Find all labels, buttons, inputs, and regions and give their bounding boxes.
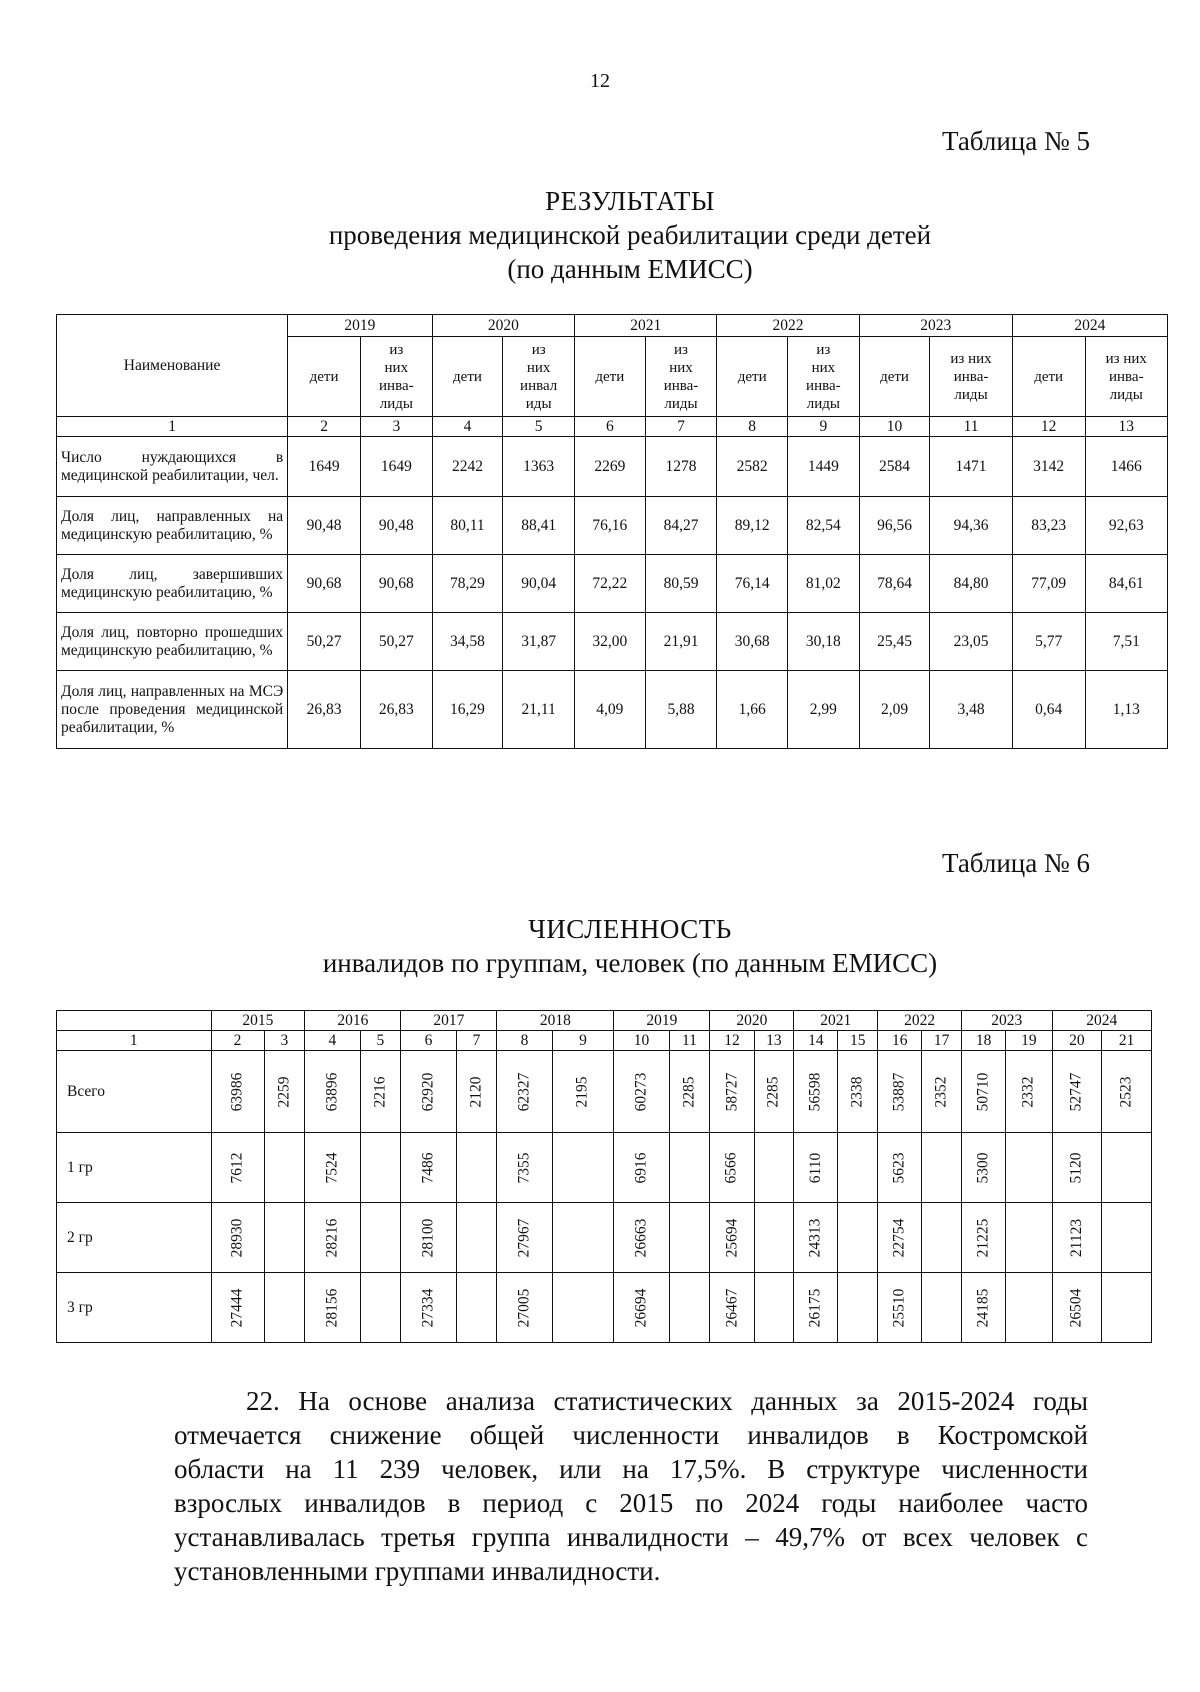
t5-value: 1,13 — [1085, 671, 1167, 749]
t6-column-number: 5 — [360, 1031, 401, 1051]
t5-value: 82,54 — [788, 497, 860, 555]
t6-year-header: 2024 — [1052, 1011, 1152, 1031]
t5-subheader-children: дети — [1012, 337, 1085, 417]
t5-column-number: 9 — [788, 417, 860, 437]
t6-value: 2120 — [467, 1076, 485, 1107]
t6-value-cell — [1052, 1051, 1102, 1133]
t5-value: 90,48 — [360, 497, 432, 555]
t6-value-cell — [838, 1133, 878, 1203]
t6-value-cell — [922, 1203, 962, 1273]
t6-value-cell — [456, 1273, 497, 1343]
t6-value-cell — [264, 1203, 305, 1273]
t6-value-cell — [211, 1133, 264, 1203]
t5-value: 84,61 — [1085, 555, 1167, 613]
t5-name-header: Наименование — [57, 315, 288, 417]
t5-value: 84,27 — [645, 497, 717, 555]
t6-value-cell — [305, 1051, 360, 1133]
t6-value-cell — [1102, 1133, 1152, 1203]
t6-column-number: 3 — [264, 1031, 305, 1051]
paragraph-line: отмечается снижение общей численности инвалидов в Костромской — [174, 1420, 1088, 1450]
t6-value: 28156 — [323, 1288, 341, 1327]
t6-value-cell — [456, 1051, 497, 1133]
t6-value-cell — [552, 1133, 614, 1203]
t5-data-row — [57, 555, 1168, 613]
t6-value-cell — [962, 1203, 1006, 1273]
t5-value: 76,16 — [575, 497, 646, 555]
t6-value-cell — [305, 1133, 360, 1203]
t6-value-cell — [401, 1273, 456, 1343]
t6-value: 26467 — [722, 1288, 740, 1327]
t6-column-number: 6 — [401, 1031, 456, 1051]
t6-value: 27005 — [515, 1288, 533, 1327]
t6-value-cell — [922, 1273, 962, 1343]
t6-year-header: 2023 — [962, 1011, 1053, 1031]
t6-value-cell — [794, 1133, 838, 1203]
t5-value: 90,48 — [288, 497, 361, 555]
table5 — [56, 314, 1168, 749]
t6-value: 6566 — [722, 1152, 740, 1183]
t5-year-row — [57, 315, 1168, 337]
t6-value: 26504 — [1067, 1288, 1085, 1327]
t5-year-header: 2022 — [717, 315, 859, 337]
t6-value: 2216 — [371, 1076, 389, 1107]
t5-value: 78,64 — [859, 555, 930, 613]
t6-colnum-row — [57, 1031, 1152, 1051]
t6-value: 26175 — [806, 1288, 824, 1327]
t6-value: 25694 — [722, 1218, 740, 1257]
t6-value-cell — [211, 1203, 264, 1273]
t5-value: 1363 — [503, 437, 575, 497]
t6-value-cell — [794, 1273, 838, 1343]
t6-column-number: 8 — [497, 1031, 552, 1051]
t6-value-cell — [552, 1051, 614, 1133]
t6-value: 52747 — [1067, 1072, 1085, 1111]
t6-value-cell — [1006, 1051, 1052, 1133]
t6-column-number: 19 — [1006, 1031, 1052, 1051]
t5-column-number: 13 — [1085, 417, 1167, 437]
t6-value: 2259 — [275, 1076, 293, 1107]
t5-value: 30,18 — [788, 613, 860, 671]
t5-value: 1278 — [645, 437, 717, 497]
t6-value-cell — [552, 1203, 614, 1273]
t6-year-header: 2019 — [614, 1011, 710, 1031]
t6-value-cell — [962, 1273, 1006, 1343]
paragraph-line: установленными группами инвалидности. — [174, 1556, 661, 1586]
t6-value: 27334 — [419, 1288, 437, 1327]
t6-column-number: 15 — [838, 1031, 878, 1051]
t6-value: 2195 — [573, 1076, 591, 1107]
t6-value-cell — [360, 1273, 401, 1343]
t6-value: 5623 — [890, 1152, 908, 1183]
t5-value: 30,68 — [717, 613, 788, 671]
t5-value: 26,83 — [360, 671, 432, 749]
t6-value-cell — [456, 1203, 497, 1273]
t6-value-cell — [922, 1133, 962, 1203]
t6-value-cell — [1006, 1273, 1052, 1343]
t6-value-cell — [264, 1051, 305, 1133]
t5-data-row — [57, 671, 1168, 749]
t6-value: 5120 — [1067, 1152, 1085, 1183]
t5-value: 90,68 — [360, 555, 432, 613]
t6-value: 28100 — [419, 1218, 437, 1257]
t5-value: 2,09 — [859, 671, 930, 749]
t6-value-cell — [552, 1273, 614, 1343]
t6-value: 27967 — [515, 1218, 533, 1257]
t6-value-cell — [360, 1051, 401, 1133]
t5-subheader-children: дети — [717, 337, 788, 417]
t6-value: 5300 — [974, 1152, 992, 1183]
t5-subheader-disabled: из них инва- лиды — [360, 337, 432, 417]
t6-corner-cell — [57, 1011, 212, 1031]
t5-year-header: 2021 — [575, 315, 717, 337]
t6-data-row — [57, 1203, 1152, 1273]
t6-year-header: 2017 — [401, 1011, 497, 1031]
t6-value-cell — [401, 1133, 456, 1203]
table5-title — [0, 184, 1200, 286]
t6-value-cell — [878, 1203, 922, 1273]
t6-value: 28930 — [228, 1218, 246, 1257]
t6-value: 2523 — [1117, 1076, 1135, 1107]
t5-row-name: Доля лиц, повторно прошедших медицинскую реабилитацию, % — [57, 613, 288, 671]
t6-column-number: 18 — [962, 1031, 1006, 1051]
t6-value-cell — [1102, 1203, 1152, 1273]
table5-title-main: РЕЗУЛЬТАТЫ — [545, 186, 715, 216]
t6-value-cell — [878, 1273, 922, 1343]
t5-subheader-disabled: из них инва- лиды — [788, 337, 860, 417]
t5-value: 90,04 — [503, 555, 575, 613]
paragraph-line: 22. На основе анализа статистических данных за 2015-2024 годы — [246, 1386, 1088, 1416]
t5-column-number: 8 — [717, 417, 788, 437]
t5-value: 1,66 — [717, 671, 788, 749]
t6-value: 21123 — [1067, 1218, 1085, 1257]
t6-value: 27444 — [228, 1288, 246, 1327]
t6-value: 7524 — [323, 1152, 341, 1183]
t5-year-header: 2020 — [432, 315, 574, 337]
t6-value: 2285 — [764, 1076, 782, 1107]
t6-value: 21225 — [974, 1218, 992, 1257]
t5-value: 80,11 — [432, 497, 503, 555]
t6-value: 24185 — [974, 1288, 992, 1327]
table5-subtitle-line2: (по данным ЕМИСС) — [507, 254, 753, 284]
t5-row-name: Доля лиц, направленных на МСЭ после проведения медицинской реабилитации, % — [57, 671, 288, 749]
t6-value: 63896 — [323, 1072, 341, 1111]
paragraph-22 — [174, 1384, 1088, 1588]
t6-value-cell — [497, 1203, 552, 1273]
t6-value: 53887 — [890, 1072, 908, 1111]
t6-value-cell — [1102, 1273, 1152, 1343]
t6-value: 2332 — [1019, 1076, 1037, 1107]
t6-year-row — [57, 1011, 1152, 1031]
t6-data-row — [57, 1051, 1152, 1133]
t5-value: 21,91 — [645, 613, 717, 671]
t5-value: 5,88 — [645, 671, 717, 749]
t6-value-cell — [710, 1133, 754, 1203]
t6-value: 2285 — [680, 1076, 698, 1107]
t5-value: 16,29 — [432, 671, 503, 749]
t6-value-cell — [264, 1133, 305, 1203]
t5-column-number: 5 — [503, 417, 575, 437]
t6-column-number: 16 — [878, 1031, 922, 1051]
t5-value: 32,00 — [575, 613, 646, 671]
t6-value-cell — [497, 1273, 552, 1343]
t6-year-header: 2021 — [794, 1011, 878, 1031]
t5-value: 83,23 — [1012, 497, 1085, 555]
t6-value: 56598 — [806, 1072, 824, 1111]
t6-value-cell — [669, 1051, 710, 1133]
t5-value: 81,02 — [788, 555, 860, 613]
t5-value: 88,41 — [503, 497, 575, 555]
t6-value-cell — [614, 1203, 669, 1273]
t6-column-number: 1 — [57, 1031, 212, 1051]
paragraph-line: устанавливалась третья группа инвалидности – 49,7% от всех человек с — [174, 1522, 1088, 1552]
t6-value-cell — [211, 1051, 264, 1133]
t5-subheader-disabled: из них инвал иды — [503, 337, 575, 417]
t5-value: 1449 — [788, 437, 860, 497]
t6-value-cell — [669, 1273, 710, 1343]
t6-value-cell — [305, 1273, 360, 1343]
t5-value: 2242 — [432, 437, 503, 497]
t6-value: 50710 — [974, 1072, 992, 1111]
t6-value-cell — [264, 1273, 305, 1343]
t6-value: 6916 — [632, 1152, 650, 1183]
t6-column-number: 2 — [211, 1031, 264, 1051]
t5-value: 25,45 — [859, 613, 930, 671]
t5-value: 72,22 — [575, 555, 646, 613]
t6-value: 26663 — [632, 1218, 650, 1257]
t5-value: 2269 — [575, 437, 646, 497]
t5-value: 77,09 — [1012, 555, 1085, 613]
t5-subheader-children: дети — [288, 337, 361, 417]
t5-subheader-children: дети — [575, 337, 646, 417]
t5-value: 89,12 — [717, 497, 788, 555]
paragraph-line: области на 11 239 человек, или на 17,5%. В структуре численности — [174, 1454, 1088, 1484]
t6-value-cell — [669, 1203, 710, 1273]
t5-data-row — [57, 497, 1168, 555]
table5-label: Таблица № 5 — [942, 126, 1090, 156]
t5-column-number: 11 — [930, 417, 1012, 437]
t6-year-header: 2018 — [497, 1011, 614, 1031]
t5-row-name: Доля лиц, направленных на медицинскую реабилитацию, % — [57, 497, 288, 555]
t6-value-cell — [614, 1051, 669, 1133]
t5-value: 1471 — [930, 437, 1012, 497]
t5-column-number: 6 — [575, 417, 646, 437]
t6-column-number: 14 — [794, 1031, 838, 1051]
t5-value: 2582 — [717, 437, 788, 497]
t6-column-number: 21 — [1102, 1031, 1152, 1051]
t6-value-cell — [614, 1273, 669, 1343]
t5-value: 21,11 — [503, 671, 575, 749]
t6-value-cell — [1102, 1051, 1152, 1133]
t6-column-number: 17 — [922, 1031, 962, 1051]
t5-column-number: 1 — [57, 417, 288, 437]
t6-value: 62327 — [515, 1072, 533, 1111]
t6-value: 25510 — [890, 1288, 908, 1327]
t5-column-number: 10 — [859, 417, 930, 437]
t6-value-cell — [794, 1203, 838, 1273]
t6-value-cell — [962, 1051, 1006, 1133]
t6-value-cell — [878, 1051, 922, 1133]
t6-value-cell — [922, 1051, 962, 1133]
t6-value-cell — [360, 1133, 401, 1203]
t5-row-name: Доля лиц, завершивших медицинскую реабилитацию, % — [57, 555, 288, 613]
t5-value: 7,51 — [1085, 613, 1167, 671]
t5-row-name: Число нуждающихся в медицинской реабилитации, чел. — [57, 437, 288, 497]
t6-row-name: Всего — [57, 1051, 212, 1133]
t6-value-cell — [878, 1133, 922, 1203]
t5-value: 1466 — [1085, 437, 1167, 497]
table6-title — [0, 912, 1200, 980]
t6-value-cell — [497, 1051, 552, 1133]
t6-value-cell — [754, 1133, 794, 1203]
t5-column-number: 3 — [360, 417, 432, 437]
t6-value-cell — [305, 1203, 360, 1273]
t5-value: 31,87 — [503, 613, 575, 671]
t5-subheader-children: дети — [859, 337, 930, 417]
t6-column-number: 7 — [456, 1031, 497, 1051]
t6-column-number: 12 — [710, 1031, 754, 1051]
t6-row-name: 2 гр — [57, 1203, 212, 1273]
t5-value: 96,56 — [859, 497, 930, 555]
t6-value-cell — [1006, 1133, 1052, 1203]
t6-column-number: 13 — [754, 1031, 794, 1051]
t6-value-cell — [838, 1051, 878, 1133]
t5-year-header: 2019 — [288, 315, 432, 337]
t5-value: 1649 — [288, 437, 361, 497]
t6-year-header: 2020 — [710, 1011, 794, 1031]
t5-year-header: 2023 — [859, 315, 1012, 337]
t5-value: 90,68 — [288, 555, 361, 613]
t6-data-row — [57, 1273, 1152, 1343]
t5-data-row — [57, 437, 1168, 497]
t6-value: 62920 — [419, 1072, 437, 1111]
t5-column-number: 4 — [432, 417, 503, 437]
t6-value: 22754 — [890, 1218, 908, 1257]
table6-label: Таблица № 6 — [942, 848, 1090, 878]
t6-data-row — [57, 1133, 1152, 1203]
t6-year-header: 2022 — [878, 1011, 962, 1031]
t6-value: 26694 — [632, 1288, 650, 1327]
table6-subtitle: инвалидов по группам, человек (по данным ЕМИСС) — [322, 948, 938, 978]
t6-value-cell — [497, 1133, 552, 1203]
t6-value-cell — [1052, 1133, 1102, 1203]
t5-subheader-disabled: из них инва- лиды — [645, 337, 717, 417]
t6-value: 7355 — [515, 1152, 533, 1183]
page-number: 12 — [590, 70, 610, 92]
t5-value: 78,29 — [432, 555, 503, 613]
t5-value: 0,64 — [1012, 671, 1085, 749]
t5-year-header: 2024 — [1012, 315, 1167, 337]
t5-value: 50,27 — [360, 613, 432, 671]
t6-column-number: 11 — [669, 1031, 710, 1051]
t6-value-cell — [401, 1051, 456, 1133]
table6 — [56, 1010, 1152, 1343]
t5-column-number: 12 — [1012, 417, 1085, 437]
t6-value-cell — [838, 1273, 878, 1343]
t5-value: 76,14 — [717, 555, 788, 613]
t5-subheader-children: дети — [432, 337, 503, 417]
t6-value-cell — [669, 1133, 710, 1203]
t6-value-cell — [794, 1051, 838, 1133]
t6-year-header: 2016 — [305, 1011, 401, 1031]
t6-value: 28216 — [323, 1218, 341, 1257]
t6-value: 58727 — [722, 1072, 740, 1111]
t6-value-cell — [754, 1203, 794, 1273]
t5-value: 3,48 — [930, 671, 1012, 749]
t6-value-cell — [456, 1133, 497, 1203]
t5-subheader-disabled: из них инва- лиды — [930, 337, 1012, 417]
t5-value: 50,27 — [288, 613, 361, 671]
t6-value-cell — [1006, 1203, 1052, 1273]
t5-value: 5,77 — [1012, 613, 1085, 671]
t6-value-cell — [1052, 1273, 1102, 1343]
t5-colnum-row — [57, 417, 1168, 437]
t5-value: 1649 — [360, 437, 432, 497]
t6-value: 7612 — [228, 1152, 246, 1183]
t6-row-name: 1 гр — [57, 1133, 212, 1203]
t5-value: 94,36 — [930, 497, 1012, 555]
table5-subtitle-line1: проведения медицинской реабилитации среди детей — [328, 220, 932, 250]
t6-value: 2338 — [848, 1076, 866, 1107]
t5-value: 3142 — [1012, 437, 1085, 497]
t5-value: 84,80 — [930, 555, 1012, 613]
paragraph-line: взрослых инвалидов в период с 2015 по 2024 годы наиболее часто — [174, 1488, 1088, 1518]
t6-value-cell — [211, 1273, 264, 1343]
t6-value-cell — [401, 1203, 456, 1273]
t6-value: 24313 — [806, 1218, 824, 1257]
t6-value-cell — [614, 1133, 669, 1203]
t6-value-cell — [360, 1203, 401, 1273]
t6-value-cell — [754, 1273, 794, 1343]
t5-value: 2,99 — [788, 671, 860, 749]
t6-value-cell — [962, 1133, 1006, 1203]
t6-value-cell — [710, 1203, 754, 1273]
t5-value: 34,58 — [432, 613, 503, 671]
t6-value: 60273 — [632, 1072, 650, 1111]
t5-data-row — [57, 613, 1168, 671]
t6-value: 63986 — [228, 1072, 246, 1111]
t6-value-cell — [1052, 1203, 1102, 1273]
t5-value: 26,83 — [288, 671, 361, 749]
t6-year-header: 2015 — [211, 1011, 305, 1031]
t6-value: 2352 — [932, 1076, 950, 1107]
t5-value: 2584 — [859, 437, 930, 497]
t6-value: 7486 — [419, 1152, 437, 1183]
table6-title-main: ЧИСЛЕННОСТЬ — [528, 914, 732, 944]
t6-column-number: 10 — [614, 1031, 669, 1051]
t6-column-number: 4 — [305, 1031, 360, 1051]
t6-value: 6110 — [806, 1152, 824, 1183]
t6-column-number: 9 — [552, 1031, 614, 1051]
t5-value: 4,09 — [575, 671, 646, 749]
t6-value-cell — [754, 1051, 794, 1133]
t5-column-number: 7 — [645, 417, 717, 437]
t6-column-number: 20 — [1052, 1031, 1102, 1051]
t5-column-number: 2 — [288, 417, 361, 437]
t6-value-cell — [838, 1203, 878, 1273]
t5-value: 92,63 — [1085, 497, 1167, 555]
t5-value: 23,05 — [930, 613, 1012, 671]
t5-value: 80,59 — [645, 555, 717, 613]
t6-value-cell — [710, 1273, 754, 1343]
t6-value-cell — [710, 1051, 754, 1133]
t5-subheader-disabled: из них инва- лиды — [1085, 337, 1167, 417]
t6-row-name: 3 гр — [57, 1273, 212, 1343]
